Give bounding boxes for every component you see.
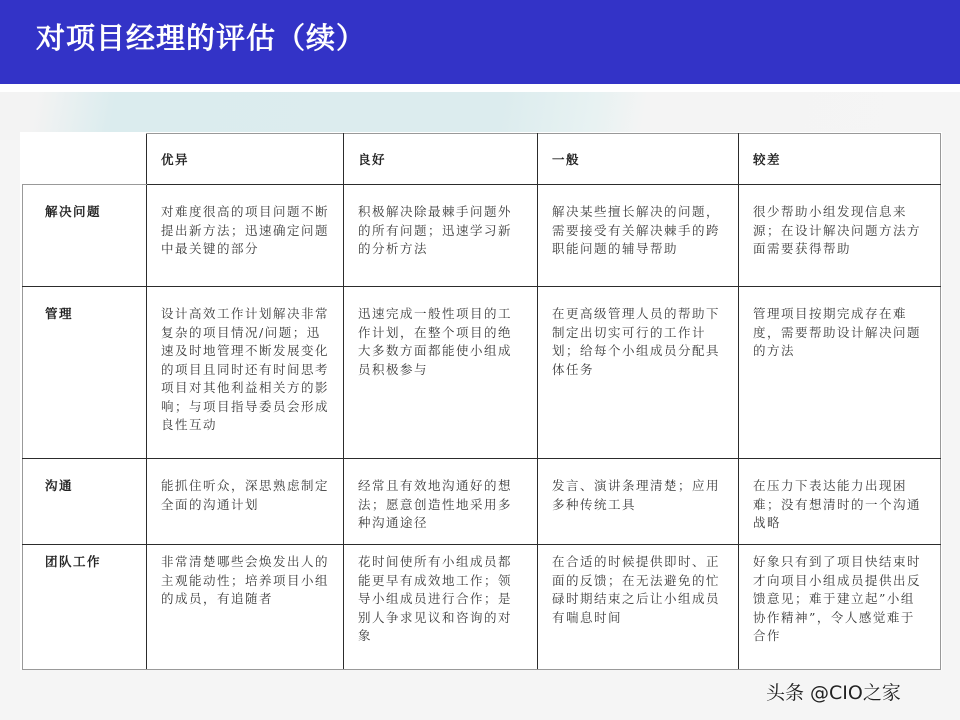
header-good: 良好 <box>344 134 538 185</box>
table-header-row <box>23 134 941 185</box>
page-title: 对项目经理的评估（续） <box>36 21 367 55</box>
table-cell: 迅速完成一般性项目的工作计划，在整个项目的绝大多数方面都能使小组成员积极参与 <box>344 287 538 459</box>
table-cell: 积极解决除最棘手问题外的所有问题；迅速学习新的分析方法 <box>344 185 538 287</box>
title-bar <box>0 0 960 84</box>
row-label: 解决问题 <box>23 185 147 287</box>
table-cell: 很少帮助小组发现信息来源；在设计解决问题方法方面需要获得帮助 <box>739 185 941 287</box>
header-poor: 较差 <box>739 134 941 185</box>
table-cell: 在更高级管理人员的帮助下制定出切实可行的工作计划；给每个小组成员分配具体任务 <box>538 287 739 459</box>
table-cell: 好象只有到了项目快结束时才向项目小组成员提供出反馈意见；难于建立起”小组协作精神”，令人感觉难于合作 <box>739 545 941 670</box>
divider-strip <box>0 84 960 92</box>
table-cell: 在合适的时候提供即时、正面的反馈；在无法避免的忙碌时期结束之后让小组成员有喘息时间 <box>538 545 739 670</box>
table-cell: 发言、演讲条理清楚；应用多种传统工具 <box>538 459 739 545</box>
table-cell: 经常且有效地沟通好的想法；愿意创造性地采用多种沟通途径 <box>344 459 538 545</box>
table-cell: 管理项目按期完成存在难度，需要帮助设计解决问题的方法 <box>739 287 941 459</box>
watermark: 头条 @CIO之家 <box>766 682 901 704</box>
header-corner <box>23 134 147 185</box>
row-label: 管理 <box>23 287 147 459</box>
table-row <box>23 287 941 459</box>
table-cell: 对难度很高的项目问题不断提出新方法；迅速确定问题中最关键的部分 <box>147 185 344 287</box>
row-label: 沟通 <box>23 459 147 545</box>
table-cell: 设计高效工作计划解决非常复杂的项目情况/问题；迅速及时地管理不断发展变化的项目且同时还有时间思考项目对其他利益相关方的影响；与项目指导委员会形成良性互动 <box>147 287 344 459</box>
evaluation-table <box>22 133 941 670</box>
row-label: 团队工作 <box>23 545 147 670</box>
table-cell: 解决某些擅长解决的问题，需要接受有关解决棘手的跨职能问题的辅导帮助 <box>538 185 739 287</box>
table-row <box>23 185 941 287</box>
table-row <box>23 545 941 670</box>
table-cell: 在压力下表达能力出现困难；没有想清时的一个沟通战略 <box>739 459 941 545</box>
table-cell: 能抓住听众，深思熟虑制定全面的沟通计划 <box>147 459 344 545</box>
header-average: 一般 <box>538 134 739 185</box>
header-excellent: 优异 <box>147 134 344 185</box>
table-cell: 非常清楚哪些会焕发出人的主观能动性；培养项目小组的成员，有追随者 <box>147 545 344 670</box>
table-cell: 花时间使所有小组成员都能更早有成效地工作；领导小组成员进行合作；是别人争求见议和咨询的对象 <box>344 545 538 670</box>
table-row <box>23 459 941 545</box>
